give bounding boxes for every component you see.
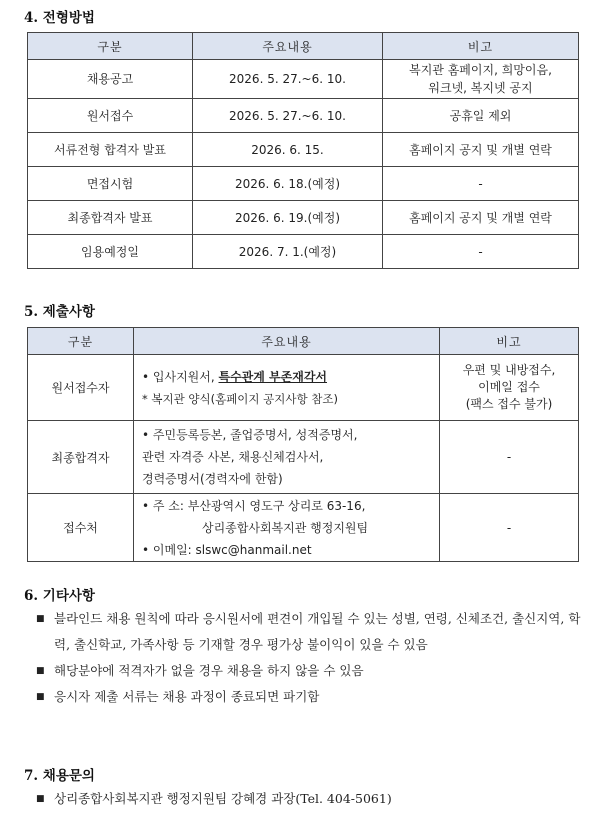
header-remarks: 비고 (440, 328, 579, 355)
remarks-line: 우편 및 내방접수, (462, 363, 556, 377)
table-row (28, 355, 579, 421)
table-row (28, 99, 579, 133)
remarks-line: 복지관 홈페이지, 희망이음, (409, 63, 552, 77)
row-category: 접수처 (28, 494, 134, 562)
table-row (28, 60, 579, 99)
header-remarks: 비고 (383, 33, 579, 60)
header-category: 구분 (28, 328, 134, 355)
header-content: 주요내용 (134, 328, 440, 355)
content-line: • 주 소: 부산광역시 영도구 상리로 63-16, (142, 498, 366, 513)
table-header-row (28, 328, 579, 355)
content-line: 경력증명서(경력자에 한함) (142, 472, 283, 486)
row-content (134, 494, 440, 562)
row-remarks: - (383, 167, 579, 201)
content-line: • 이메일: slswc@hanmail.net (142, 542, 312, 557)
table-row (28, 201, 579, 235)
list-item: ■ 해당분야에 적격자가 없을 경우 채용을 하지 않을 수 있음 (36, 658, 581, 684)
content-line: • 주민등록등본, 졸업증명서, 성적증명서, (142, 428, 358, 442)
table-row (28, 235, 579, 269)
row-remarks: - (383, 235, 579, 269)
header-content: 주요내용 (193, 33, 383, 60)
row-remarks: - (440, 421, 579, 494)
row-category: 채용공고 (28, 60, 193, 99)
section-7-title: 7. 채용문의 (24, 768, 95, 784)
row-content (134, 355, 440, 421)
row-content: 2026. 5. 27.~6. 10. (193, 60, 383, 99)
content-text: • 입사지원서, (142, 369, 215, 384)
section-6-title: 6. 기타사항 (24, 588, 95, 604)
table-row (28, 133, 579, 167)
remarks-line: 이메일 접수 (478, 380, 540, 394)
remarks-line: (팩스 접수 불가) (465, 397, 553, 411)
table-row (28, 167, 579, 201)
row-category: 최종합격자 발표 (28, 201, 193, 235)
table-header-row (28, 33, 579, 60)
row-content: 2026. 5. 27.~6. 10. (193, 99, 383, 133)
row-remarks: 홈페이지 공지 및 개별 연락 (383, 201, 579, 235)
list-item: ■ 상리종합사회복지관 행정지원팀 강혜경 과장(Tel. 404-5061) (36, 786, 581, 812)
remarks-line: 워크넷, 복지넷 공지 (428, 81, 533, 95)
row-remarks: 홈페이지 공지 및 개별 연락 (383, 133, 579, 167)
row-content (134, 421, 440, 494)
header-category: 구분 (28, 33, 193, 60)
special-relation-doc: 특수관계 부존재각서 (218, 369, 328, 384)
selection-schedule-table (27, 32, 579, 269)
submission-table (27, 327, 579, 562)
row-content: 2026. 6. 19.(예정) (193, 201, 383, 235)
content-line: 관련 자격증 사본, 채용신체검사서, (142, 450, 324, 464)
row-category: 원서접수 (28, 99, 193, 133)
inquiry-list (36, 786, 581, 812)
row-category: 서류전형 합격자 발표 (28, 133, 193, 167)
row-category: 최종합격자 (28, 421, 134, 494)
section-5-title: 5. 제출사항 (24, 304, 95, 320)
row-remarks: 공휴일 제외 (383, 99, 579, 133)
row-content: 2026. 7. 1.(예정) (193, 235, 383, 269)
table-row (28, 494, 579, 562)
row-remarks (440, 355, 579, 421)
row-category: 임용예정일 (28, 235, 193, 269)
section-4-title: 4. 전형방법 (24, 10, 95, 26)
row-remarks: - (440, 494, 579, 562)
other-notes-list (36, 606, 581, 710)
content-line: 상리종합사회복지관 행정지원팀 (202, 520, 369, 535)
row-content: 2026. 6. 15. (193, 133, 383, 167)
list-item: ■ 블라인드 채용 원칙에 따라 응시원서에 편견이 개입될 수 있는 성별, 연령, 신체조건, 출신지역, 학력, 출신학교, 가족사항 등 기재할 경우 평가상 불이익이 있을 수 있음 (36, 606, 581, 658)
list-item: ■ 응시자 제출 서류는 채용 과정이 종료되면 파기함 (36, 684, 581, 710)
row-category: 원서접수자 (28, 355, 134, 421)
content-line (142, 366, 439, 388)
table-row (28, 421, 579, 494)
row-content: 2026. 6. 18.(예정) (193, 167, 383, 201)
row-category: 면접시험 (28, 167, 193, 201)
row-remarks (383, 60, 579, 99)
content-line: * 복지관 양식(홈페이지 공지사항 참조) (142, 391, 338, 406)
